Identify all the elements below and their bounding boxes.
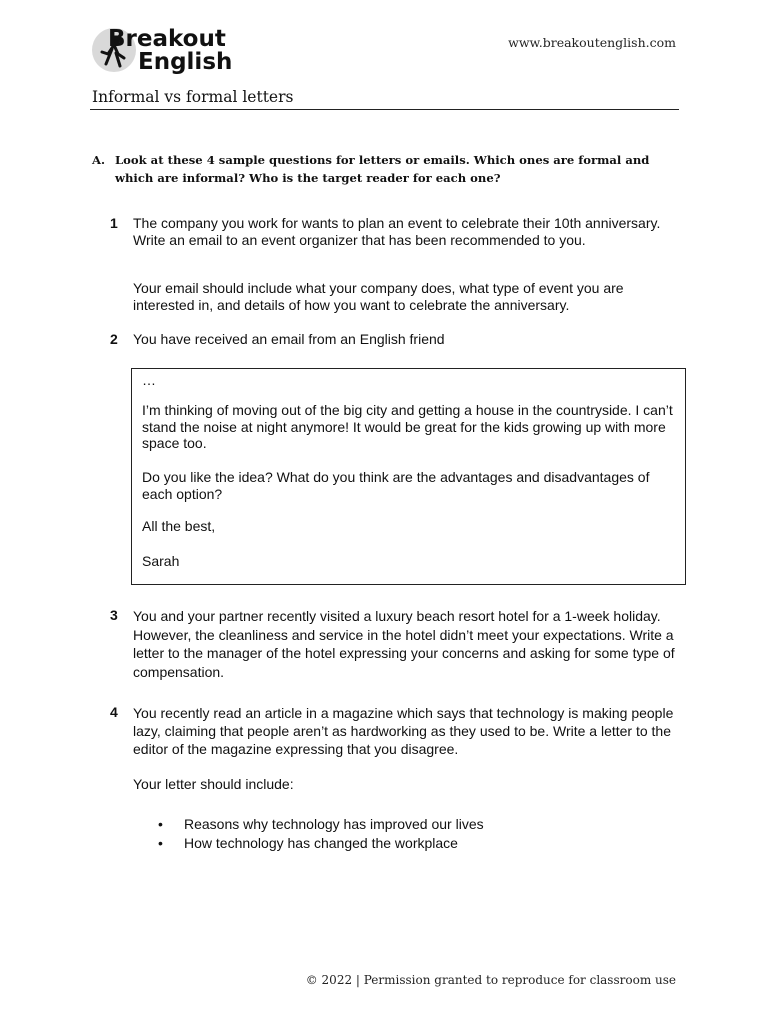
list-item-text: How technology has changed the workplace — [184, 835, 458, 851]
email-signature: Sarah — [142, 553, 180, 569]
question-2-text: You have received an email from an English friend — [133, 331, 445, 347]
question-1-followup: Your email should include what your company does, what type of event you are interested in, and details of how you want to celebrate the anniversary. — [133, 280, 624, 313]
question-3-text: You and your partner recently visited a luxury beach resort hotel for a 1-week holiday. However, the cleanliness and service in the hotel didn’t meet your expectations. Write a letter to the manager of the hotel expressing your concerns and asking for some type of compensation. — [133, 608, 675, 680]
question-1-text: The company you work for wants to plan an event to celebrate their 10th anniversary. Write an email to an event organizer that has been recommended to you. — [133, 215, 661, 248]
logo-text-line2: English — [138, 49, 233, 75]
email-quote-box — [131, 368, 686, 585]
email-ellipsis: … — [142, 372, 156, 388]
question-number: 1 — [110, 215, 118, 231]
bullet-dot: • — [158, 835, 163, 851]
list-item — [158, 834, 678, 853]
email-signoff: All the best, — [142, 518, 216, 534]
list-item-text: Reasons why technology has improved our lives — [184, 816, 484, 832]
copyright-footer: © 2022 | Permission granted to reproduce for classroom use — [305, 973, 676, 987]
list-item — [158, 815, 678, 834]
site-url[interactable]: www.breakoutenglish.com — [508, 35, 676, 50]
email-paragraph: Do you like the idea? What do you think are the advantages and disadvantages of each option? — [142, 469, 650, 502]
section-instruction-text: Look at these 4 sample questions for letters or emails. Which ones are formal and which are informal? Who is the target reader for each one? — [115, 153, 650, 185]
email-paragraph: I’m thinking of moving out of the big city and getting a house in the countryside. I can’t stand the noise at night anymore! It would be great for the kids growing up with more space too. — [142, 402, 673, 451]
section-marker: A. — [92, 153, 106, 167]
title-divider — [90, 109, 679, 110]
page-title: Informal vs formal letters — [92, 88, 294, 106]
bullet-list — [158, 815, 678, 853]
question-number: 4 — [110, 704, 118, 720]
question-number: 2 — [110, 331, 118, 347]
section-a-instruction — [92, 151, 677, 187]
question-4-text: You recently read an article in a magazine which says that technology is making people lazy, claiming that people aren’t as hardworking as they used to be. Write a letter to the editor of the magazine expressing that you disagree. — [133, 705, 674, 757]
question-number: 3 — [110, 607, 118, 623]
bullet-dot: • — [158, 816, 163, 832]
question-4-followup: Your letter should include: — [133, 776, 294, 792]
logo-text-line1: Breakout — [108, 26, 226, 52]
